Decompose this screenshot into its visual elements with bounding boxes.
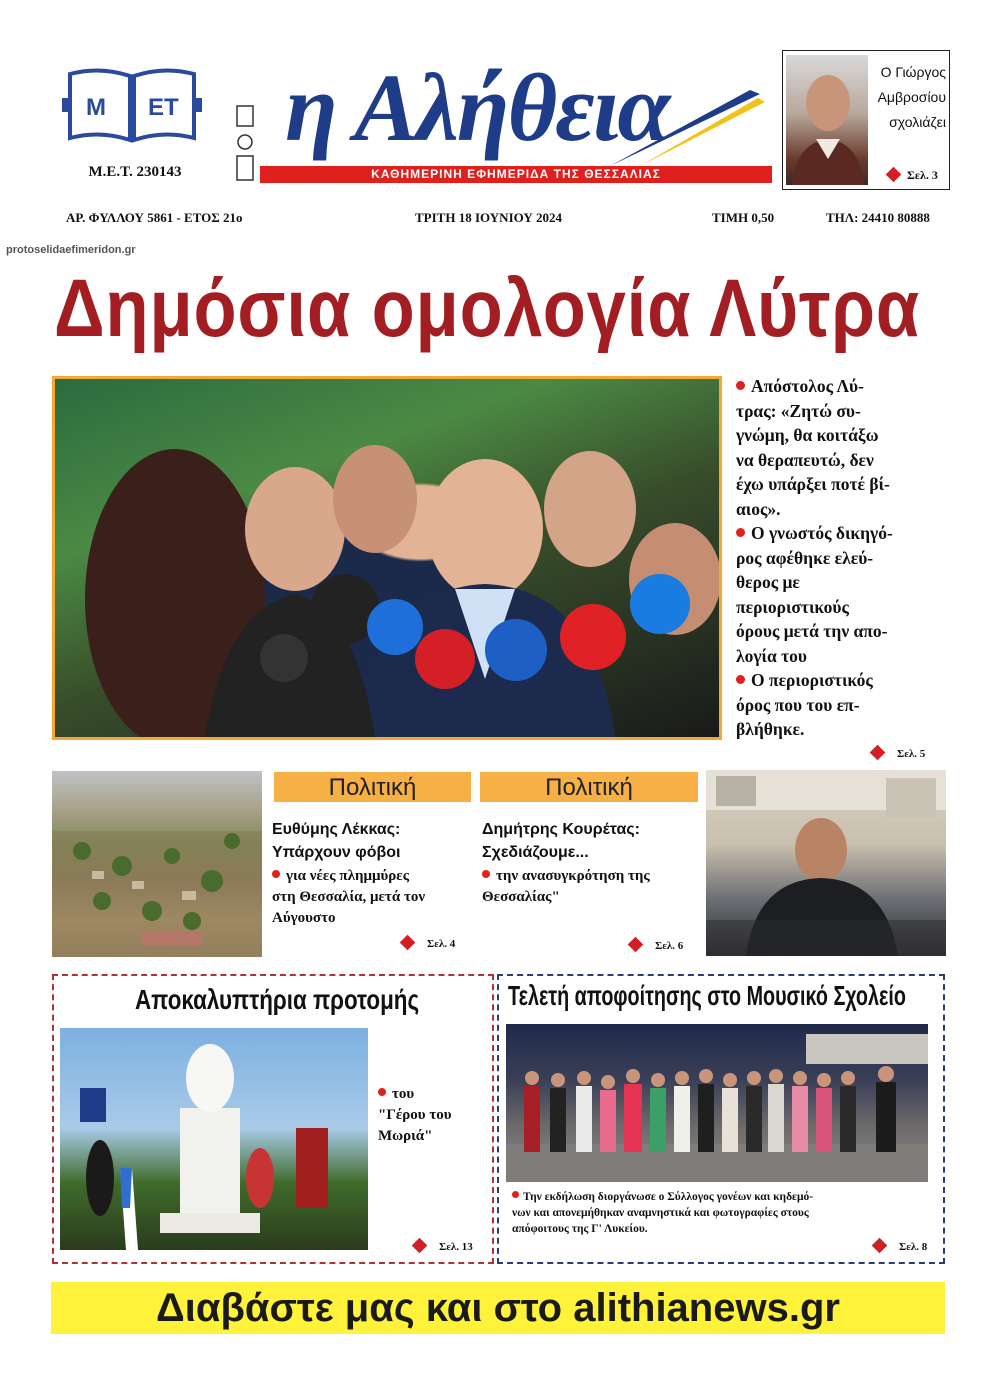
bullet-dot-icon (512, 1191, 519, 1198)
box-unveiling-title[interactable]: Αποκαλυπτήρια προτομής (135, 984, 420, 1015)
section-tab-politics-1[interactable]: Πολιτική (274, 772, 471, 802)
bullet-dot-icon (736, 381, 745, 390)
bullet-3: Ο περιοριστικός (736, 668, 951, 693)
bullet-dot-icon (736, 675, 745, 684)
bullet-dot-icon (272, 870, 280, 878)
bullet-dot-icon (482, 870, 490, 878)
masthead-seal-icon (236, 104, 254, 184)
main-headline[interactable]: Δημόσια ομολογία Λύτρα (54, 263, 921, 354)
graduation-photo[interactable] (506, 1024, 928, 1182)
story-kouretas-title-1[interactable]: Δημήτρης Κουρέτας: (482, 821, 640, 838)
columnist-name-last: Αμβροσίου (877, 89, 946, 105)
bullet-dot-icon (736, 528, 745, 537)
diamond-icon (628, 937, 644, 953)
bullet-1: Απόστολος Λύ- (736, 374, 951, 399)
issue-date: ΤΡΙΤΗ 18 ΙΟΥΝΙΟΥ 2024 (415, 210, 563, 225)
main-story-photo[interactable] (52, 376, 722, 740)
issue-number: ΑΡ. ΦΥΛΛΟΥ 5861 - ΕΤΟΣ 21ο (66, 210, 243, 225)
masthead-swoosh-icon (600, 88, 770, 170)
met-number: Μ.Ε.Τ. 230143 (88, 164, 182, 180)
main-story-page-ref[interactable]: Σελ. 5 (872, 747, 925, 760)
columnist-page-ref: Σελ. 3 (888, 168, 938, 183)
box-graduation-caption: Την εκδήλωση διοργάνωσε ο Σύλλογος γονέων και κηδεμό- νων και απονεμήθηκαν αναμνηστικά και φωτογραφίες στους απόφοιτους της Γ' Λυκείου. (512, 1191, 814, 1235)
kouretas-photo[interactable] (706, 770, 946, 956)
website-banner[interactable]: Διαβάστε μας και στο alithianews.gr (51, 1282, 945, 1334)
story-kouretas-body: την ανασυγκρότηση της Θεσσαλίας" (482, 868, 650, 905)
main-story-bullets: Απόστολος Λύ- τρας: «Ζητώ συ- γνώμη, θα κοιτάξω να θεραπευτώ, δεν έχω υπάρξει ποτέ βί- αιος». Ο γνωστός δικηγό- ρος αφέθηκε ελεύ- θερος με περιοριστικούς όρους μετά την απο- λογία του Ο περιοριστικός όρος που του επ- βλήθηκε. (736, 374, 951, 742)
bullet-dot-icon (378, 1088, 386, 1096)
diamond-icon (400, 935, 416, 951)
flood-photo[interactable] (52, 771, 262, 957)
diamond-icon (872, 1238, 888, 1254)
masthead-title: η Αλήθεια (285, 54, 669, 161)
columnist-name-first: Ο Γιώργος (880, 64, 946, 80)
box-unveiling-body: του "Γέρου του Μωριά" (378, 1086, 452, 1144)
story-kouretas-page-ref[interactable]: Σελ. 6 (630, 939, 683, 952)
columnist-action: σχολιάζει (889, 114, 946, 130)
story-kouretas-title-2[interactable]: Σχεδιάζουμε... (482, 844, 589, 861)
bullet-2: Ο γνωστός δικηγό- (736, 521, 951, 546)
met-logo-right: ΕΤ (148, 94, 179, 121)
story-lekkas-body: για νέες πλημμύρες στη Θεσσαλία, μετά τον Αύγουστο (272, 868, 426, 926)
diamond-icon (412, 1238, 428, 1254)
diamond-icon (870, 745, 886, 761)
issue-price: ΤΙΜΗ 0,50 (712, 210, 775, 225)
box-unveiling-page-ref[interactable]: Σελ. 13 (414, 1240, 473, 1253)
box-graduation-title[interactable]: Τελετή αποφοίτησης στο Μουσικό Σχολείο (508, 980, 906, 1011)
story-lekkas-title-1[interactable]: Ευθύμης Λέκκας: (272, 821, 401, 838)
met-book-icon (62, 66, 202, 148)
story-lekkas-page-ref[interactable]: Σελ. 4 (402, 937, 455, 950)
box-graduation-page-ref[interactable]: Σελ. 8 (874, 1240, 927, 1253)
masthead-tagline: ΚΑΘΗΜΕΡΙΝΗ ΕΦΗΜΕΡΙΔΑ ΤΗΣ ΘΕΣΣΑΛΙΑΣ (260, 166, 772, 183)
met-logo (62, 66, 202, 148)
met-logo-left: Μ (86, 94, 106, 121)
contact-phone: ΤΗΛ: 24410 80888 (826, 210, 930, 225)
watermark: protoselidaefimeridon.gr (6, 244, 136, 256)
section-tab-politics-2[interactable]: Πολιτική (480, 772, 698, 802)
story-lekkas-title-2[interactable]: Υπάρχουν φόβοι (272, 844, 401, 861)
diamond-icon (886, 167, 902, 183)
statue-photo[interactable] (60, 1028, 368, 1250)
